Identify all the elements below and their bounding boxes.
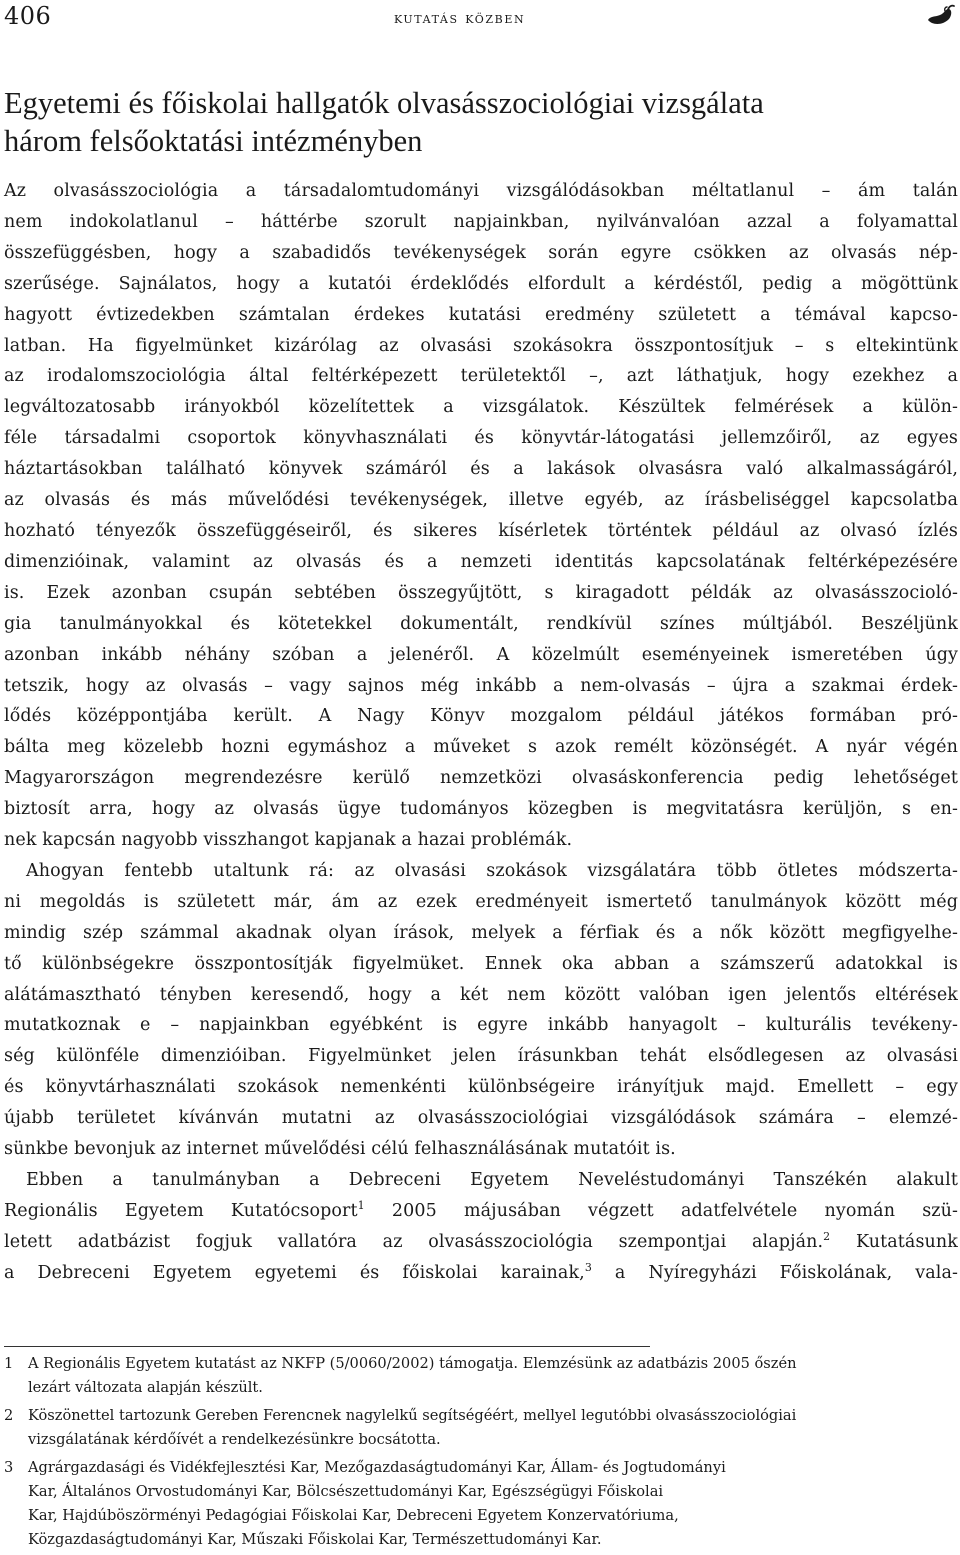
pepper-ornament-icon — [925, 4, 955, 28]
text-line: sünkbe bevonjuk az internet művelődési célú felhasználásának mutatóit is. — [4, 1139, 676, 1160]
page-number: 406 — [4, 2, 52, 30]
text-line: tő különbségekre összpontosítják figyelmüket. Ennek oka abban a számszerű adatokkal is — [4, 953, 958, 974]
text-line: bálta meg közelebb hozni egymáshoz a műveket s azok remélt közönségét. A nyár végén — [4, 737, 958, 758]
text-line: biztosít arra, hogy az olvasás ügye tudományos közegben is megvitatásra kerüljön, s en- — [4, 799, 958, 820]
text-line: összefüggésben, hogy a szabadidős tevékenységek során egyre csökken az olvasás nép- — [4, 242, 958, 263]
text-line: és könyvtárhasználati szokások nemenkénti különbségeire irányítjuk majd. Emellett – egy — [4, 1077, 958, 1098]
text-line: nem indokolatlanul – háttérbe szorult napjainkban, nyilvánvalóan azzal a folyamattal — [4, 211, 958, 232]
text-line: az irodalomszociológia által feltérképezett területektől –, azt láthatjuk, hogy ezekhez a — [4, 366, 958, 387]
text-line: hagyott évtizedekben számtalan érdekes kutatási eredmény született a témával kapcso- — [4, 304, 958, 325]
text-line: háztartásokban található könyvek számáról és a lakások olvasásra való alkalmasságáról, — [4, 459, 958, 480]
text-line: alátámasztható tényben keresendő, hogy a két nem között valóban igen jelentős eltérések — [4, 984, 958, 1005]
footnote-text: Agrárgazdasági és Vidékfejlesztési Kar, Mezőgazdaságtudományi Kar, Állam- és Jogtudományi Kar, Általános Orvostudományi Kar, Bölcsészettudományi Kar, Egészségügyi Főiskolai Kar, Hajdúböszörményi Pedagógiai Főiskolai Kar, Debreceni Egyetem Konzervatóriuma, Közgazdaságtudományi Kar, Műszaki Főiskolai Kar, Természettudományi Kar. — [28, 1459, 726, 1548]
text-line: Ebben a tanulmányban a Debreceni Egyetem Neveléstudományi Tanszékén alakult — [26, 1170, 958, 1190]
text-line: Az olvasásszociológia a társadalomtudományi vizsgálódásokban méltatlanul – ám talán — [4, 181, 958, 201]
text-line: féle társadalmi csoportok könyvhasználati és könyvtár-látogatási jellemzőiről, az egyes — [4, 428, 958, 449]
footnote-ref[interactable]: 2 — [823, 1229, 831, 1243]
text-line: latban. Ha figyelmünket kizárólag az olvasási szokásokra összpontosítjuk – s eltekintünk — [4, 335, 958, 356]
footnote — [4, 1456, 954, 1552]
text-line: tetszik, hogy az olvasás – vagy sajnos még inkább a nem-olvasás – újra a szakmai érdek- — [4, 675, 958, 696]
text-line: szerűsége. Sajnálatos, hogy a kutatói érdeklődés elfordult a kérdéstől, pedig a mögöttünk — [4, 273, 958, 294]
footnote-number: 2 — [4, 1407, 14, 1424]
footnote-number: 3 — [4, 1459, 14, 1476]
text-line: letett adatbázist fogjuk vallatóra az olvasásszociológia szempontjai alapján.$^2$ Kutatásunk — [4, 1229, 958, 1252]
text-line: mindig szép számmal akadnak olyan írások, melyek a férfiak és a nők között megfigyelhe- — [4, 922, 958, 943]
running-head: kutatás közben — [394, 8, 526, 27]
text-line: a Debreceni Egyetem egyetemi és főiskolai karainak,$^3$ a Nyíregyházi Főiskolának, vala- — [4, 1260, 958, 1283]
footnote-text: Köszönettel tartozunk Gereben Ferencnek nagylelkű segítségéért, mellyel legutóbbi olvasásszociológiai vizsgálatának kérdőívét a rendelkezésünkre bocsátotta. — [28, 1407, 797, 1448]
footnote-ref[interactable]: 3 — [584, 1260, 592, 1274]
text-line: újabb területet kívánván mutatni az olvasásszociológiai vizsgálódások számára – elemzé- — [4, 1108, 958, 1129]
text-line: Magyarországon megrendezésre kerülő nemzetközi olvasáskonferencia pedig lehetőséget — [4, 768, 958, 789]
text-line: gia tanulmányokkal és kötetekkel dokumentált, rendkívül színes múltjából. Beszéljünk — [4, 613, 958, 634]
footnote-number: 1 — [4, 1355, 14, 1372]
footnote-divider — [4, 1346, 650, 1347]
text-line: azonban inkább néhány szóban a jelenéről. A közelmúlt eseményeinek ismeretében úgy — [4, 644, 958, 665]
body-paragraph — [4, 176, 958, 856]
footnote-ref[interactable]: 1 — [357, 1198, 365, 1212]
text-line: legváltozatosabb irányokból közelítettek a vizsgálatok. Készültek felmérések a külön- — [4, 397, 958, 418]
text-line: is. Ezek azonban csupán sebtében összegyűjtött, s kiragadott példák az olvasásszocioló- — [4, 582, 958, 603]
text-line: ni megoldás is született már, ám az ezek eredményeit ismertető tanulmányok között még — [4, 891, 958, 912]
article-title — [4, 84, 944, 160]
text-line: Ahogyan fentebb utaltunk rá: az olvasási szokások vizsgálatára több ötletes módszerta- — [26, 860, 958, 881]
footnote — [4, 1352, 954, 1400]
text-line: ség különféle dimenzióiban. Figyelmünket jelen írásunkban tehát elsődlegesen az olvasási — [4, 1046, 958, 1067]
article-body — [4, 176, 958, 1289]
text-line: mutatkoznak e – napjainkban egyébként is egyre inkább hanyagolt – kulturális tevékeny- — [4, 1015, 958, 1036]
body-paragraph — [4, 1165, 958, 1289]
title-line: három felsőoktatási intézményben — [4, 124, 423, 158]
text-line: dimenzióinak, valamint az olvasás és a nemzeti identitás kapcsolatának feltérképezésére — [4, 551, 958, 572]
text-line: Regionális Egyetem Kutatócsoport$^1$ 2005 májusában végzett adatfelvétele nyomán szü- — [4, 1198, 958, 1221]
text-line: nek kapcsán nagyobb visszhangot kapjanak a hazai problémák. — [4, 830, 573, 851]
text-line: az olvasás és más művelődési tevékenységek, illetve egyéb, az írásbeliséggel kapcsolatba — [4, 490, 958, 511]
body-paragraph — [4, 856, 958, 1165]
title-line: Egyetemi és főiskolai hallgatók olvasásszociológiai vizsgálata — [4, 86, 764, 120]
footnotes — [4, 1352, 954, 1552]
text-line: lődés középpontjába került. A Nagy Könyv mozgalom például játékos formában pró- — [4, 706, 958, 727]
text-line: hozható tényezők összefüggéseiről, és sikeres kísérletek történtek például az olvasó ízlés — [4, 520, 958, 541]
footnote-text: A Regionális Egyetem kutatást az NKFP (5/0060/2002) támogatja. Elemzésünk az adatbázis 2005 őszén lezárt változata alapján készült. — [28, 1355, 797, 1396]
footnote — [4, 1404, 954, 1452]
page-header — [0, 0, 960, 36]
